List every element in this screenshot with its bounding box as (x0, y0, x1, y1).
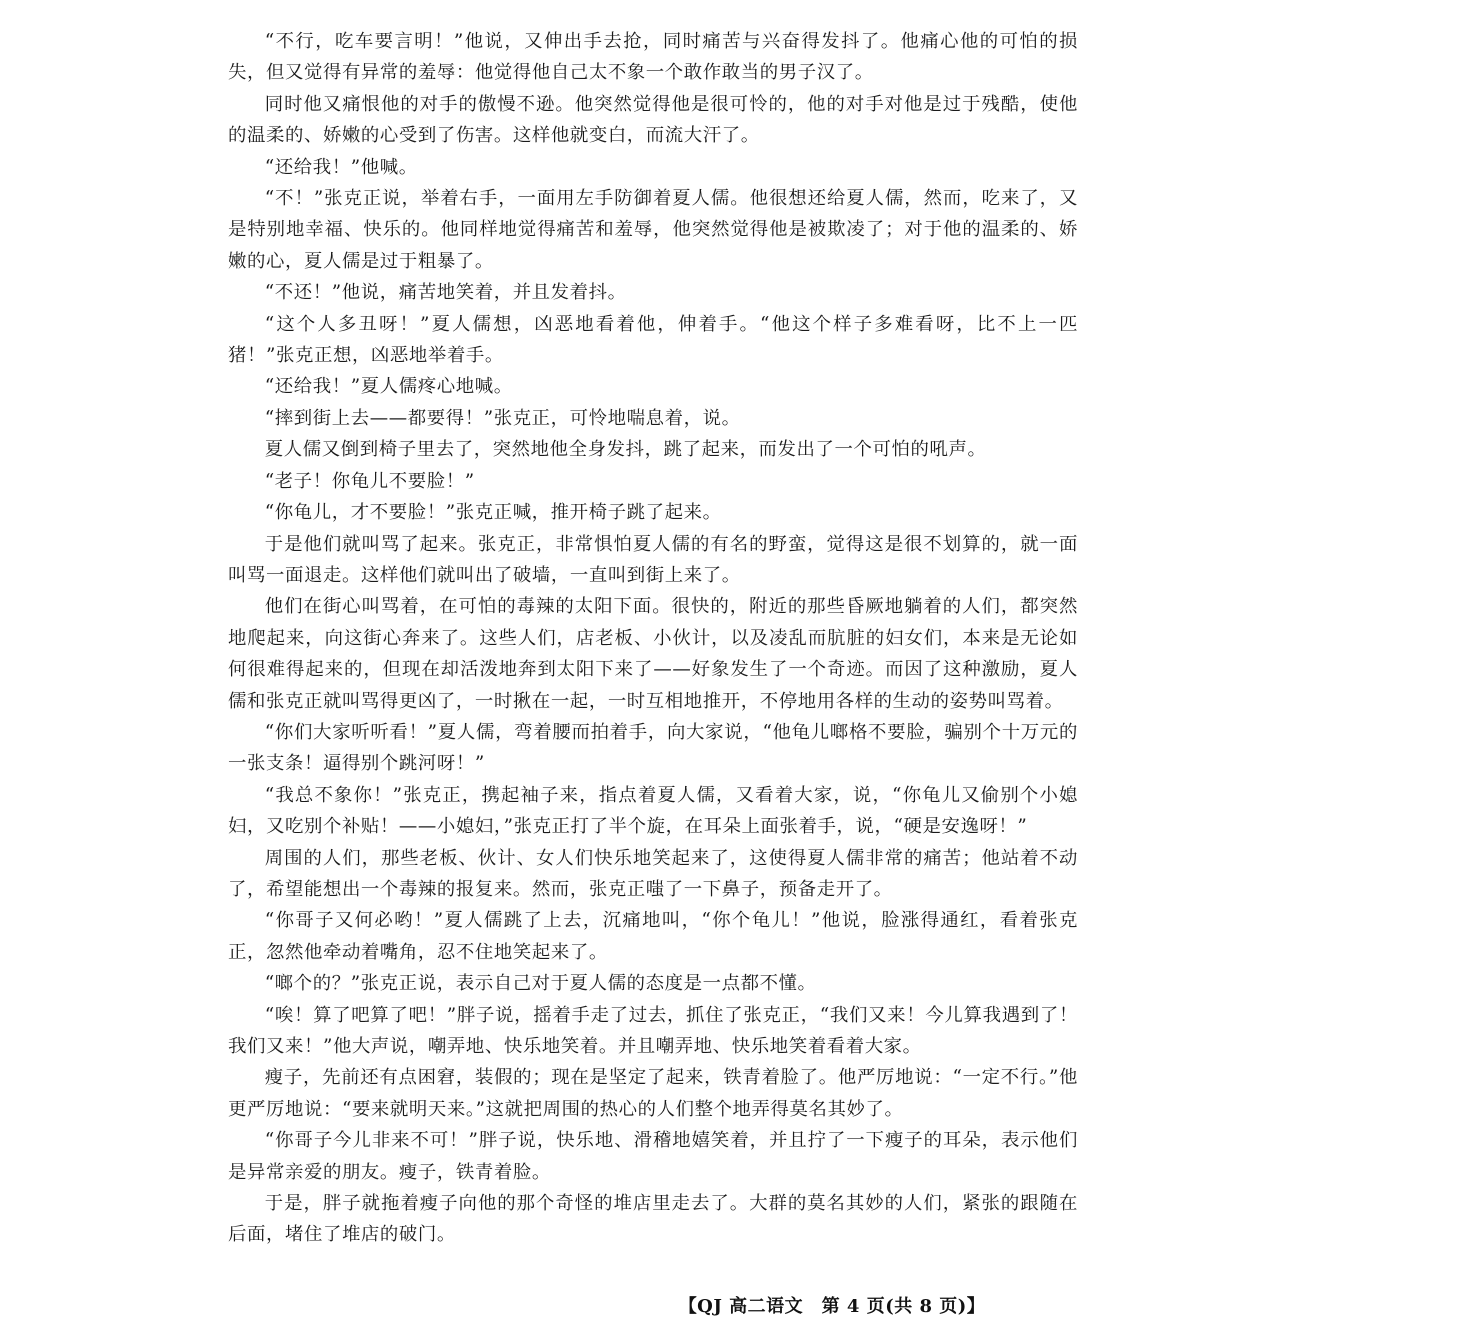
paragraph: 于是，胖子就拖着瘦子向他的那个奇怪的堆店里走去了。大群的莫名其妙的人们，紧张的跟随在后面，堵住了堆店的破门。 (228, 1193, 1078, 1246)
passage-body (228, 26, 1078, 1251)
paragraph: “老子！你龟儿不要脸！” (264, 470, 475, 492)
paragraph: 夏人儒又倒到椅子里去了，突然地他全身发抖，跳了起来，而发出了一个可怕的吼声。 (264, 439, 987, 461)
paragraph: “你哥子今儿非来不可！”胖子说，快乐地、滑稽地嬉笑着，并且拧了一下瘦子的耳朵，表示他们是异常亲爱的朋友。瘦子，铁青着脸。 (228, 1130, 1078, 1183)
paragraph: “你龟儿，才不要脸！”张克正喊，推开椅子跳了起来。 (264, 502, 722, 524)
paragraph: 他们在街心叫骂着，在可怕的毒辣的太阳下面。很快的，附近的那些昏厥地躺着的人们，都突然地爬起来，向这街心奔来了。这些人们，店老板、小伙计，以及凌乱而肮脏的妇女们，本来是无论如何很难得起来的，但现在却活泼地奔到太阳下来了——好象发生了一个奇迹。而因了这种激励，夏人儒和张克正就叫骂得更凶了，一时揪在一起，一时互相地推开，不停地用各样的生动的姿势叫骂着。 (228, 596, 1078, 712)
paragraph: “啷个的？”张克正说，表示自己对于夏人儒的态度是一点都不懂。 (264, 973, 817, 995)
paragraph: “还给我！”他喊。 (264, 156, 418, 178)
paragraph: “还给我！”夏人儒疼心地喊。 (264, 376, 513, 398)
paragraph: “摔到街上去——都要得！”张克正，可怜地喘息着，说。 (264, 407, 741, 429)
paragraph: “你们大家听听看！”夏人儒，弯着腰而拍着手，向大家说，“他龟儿啷格不要脸，骗别个十万元的一张支条！逼得别个跳河呀！” (228, 721, 1078, 775)
paragraph: 周围的人们，那些老板、伙计、女人们快乐地笑起来了，这使得夏人儒非常的痛苦；他站着不动了，希望能想出一个毒辣的报复来。然而，张克正嗤了一下鼻子，预备走开了。 (228, 847, 1078, 900)
paragraph: “不还！”他说，痛苦地笑着，并且发着抖。 (264, 282, 627, 304)
paragraph: “不！”张克正说，举着右手，一面用左手防御着夏人儒。他很想还给夏人儒，然而，吃来了，又是特别地幸福、快乐的。他同样地觉得痛苦和羞辱，他突然觉得他是被欺凌了；对于他的温柔的、娇嫩的心，夏人儒是过于粗暴了。 (228, 188, 1078, 272)
paragraph: “这个人多丑呀！”夏人儒想，凶恶地看着他，伸着手。“他这个样子多难看呀，比不上一匹猪！”张克正想，凶恶地举着手。 (228, 313, 1078, 367)
paragraph: “唉！算了吧算了吧！”胖子说，摇着手走了过去，抓住了张克正，“我们又来！今儿算我遇到了！我们又来！”他大声说，嘲弄地、快乐地笑着。并且嘲弄地、快乐地笑着看着大家。 (228, 1004, 1078, 1057)
paragraph: 同时他又痛恨他的对手的傲慢不逊。他突然觉得他是很可怜的，他的对手对他是过于残酷，使他的温柔的、娇嫩的心受到了伤害。这样他就变白，而流大汗了。 (228, 93, 1078, 147)
paragraph: “我总不象你！”张克正，携起袖子来，指点着夏人儒，又看着大家，说，“你龟儿又偷别个小媳妇，又吃别个补贴！——小媳妇，”张克正打了半个旋，在耳朵上面张着手，说，“硬是安逸呀！” (228, 784, 1078, 838)
paragraph: “不行，吃车要言明！”他说，又伸出手去抢，同时痛苦与兴奋得发抖了。他痛心他的可怕的损失，但又觉得有异常的羞辱：他觉得他自己太不象一个敢作敢当的男子汉了。 (228, 31, 1078, 84)
paragraph: “你哥子又何必哟！”夏人儒跳了上去，沉痛地叫，“你个龟儿！”他说，脸涨得通红，看着张克正，忽然他牵动着嘴角，忍不住地笑起来了。 (228, 910, 1078, 963)
paragraph: 瘦子，先前还有点困窘，装假的；现在是坚定了起来，铁青着脸了。他严厉地说：“一定不行。”他更严厉地说：“要来就明天来。”这就把周围的热心的人们整个地弄得莫名其妙了。 (228, 1067, 1078, 1120)
paragraph: 于是他们就叫骂了起来。张克正，非常惧怕夏人儒的有名的野蛮，觉得这是很不划算的，就一面叫骂一面退走。这样他们就叫出了破墙，一直叫到街上来了。 (228, 533, 1078, 586)
page-footer: 【QJ 高二语文 第 4 页(共 8 页)】 (678, 1296, 986, 1317)
